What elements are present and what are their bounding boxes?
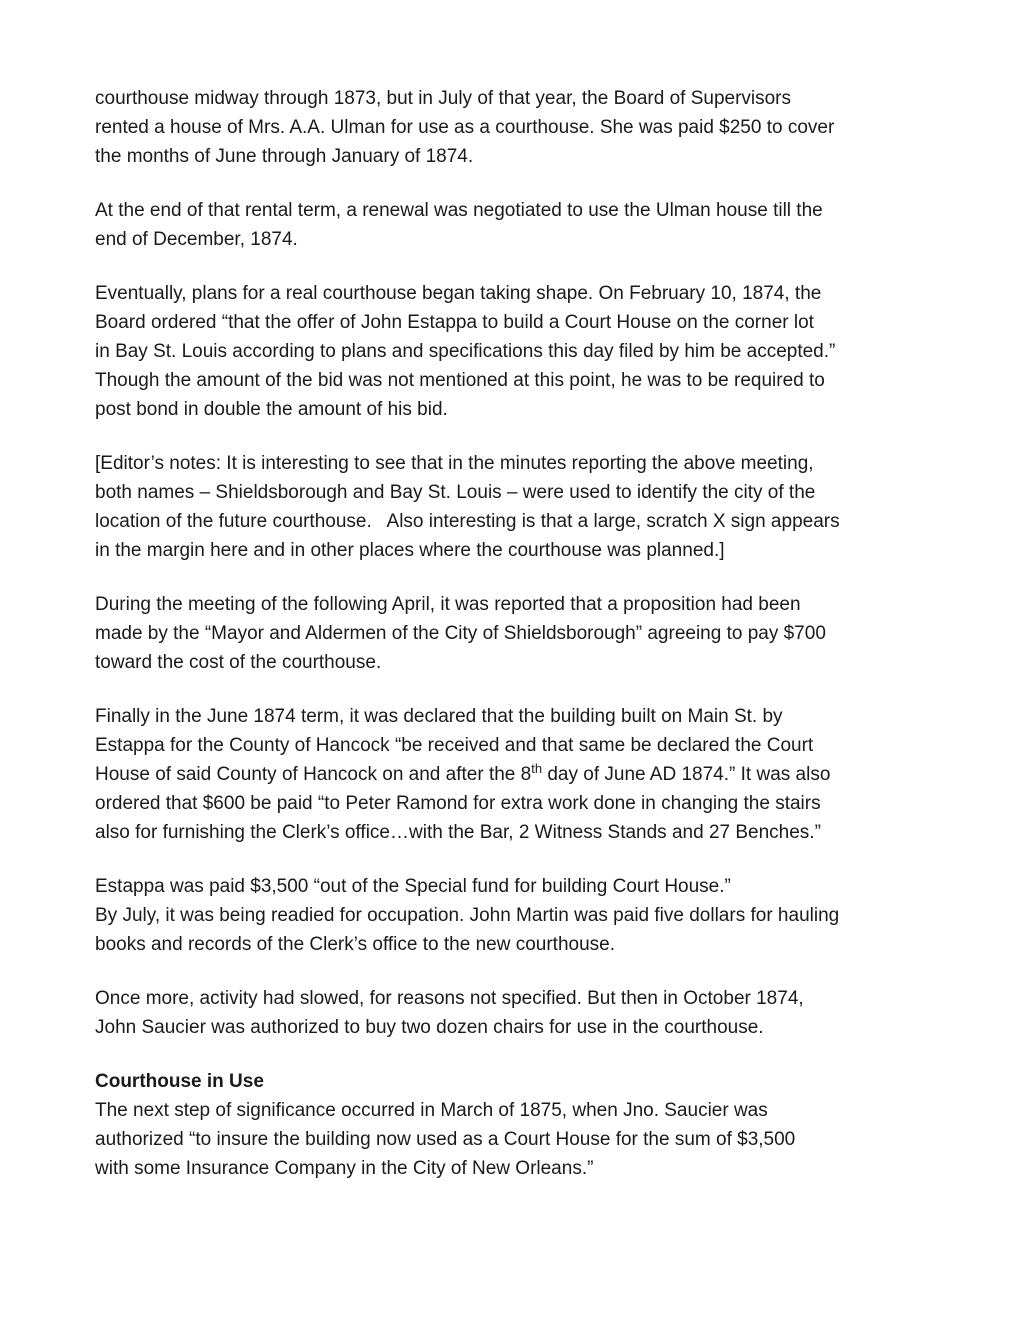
text-line: with some Insurance Company in the City of New Orleans.” xyxy=(95,1158,594,1179)
text-segment: House of said County of Hancock on and after the 8 xyxy=(95,764,532,785)
paragraph-editors-notes xyxy=(95,449,940,565)
text-line: courthouse midway through 1873, but in July of that year, the Board of Supervisors xyxy=(95,88,792,109)
text-line: in Bay St. Louis according to plans and specifications this day filed by him be accepted.” xyxy=(95,341,836,362)
text-line: end of December, 1874. xyxy=(95,229,298,250)
text-line: Once more, activity had slowed, for reasons not specified. But then in October 1874, xyxy=(95,988,804,1009)
text-line: By July, it was being readied for occupation. John Martin was paid five dollars for hauling xyxy=(95,905,840,926)
text-line: both names – Shieldsborough and Bay St. Louis – were used to identify the city of the xyxy=(95,482,816,503)
text-line: also for furnishing the Clerk’s office…with the Bar, 2 Witness Stands and 27 Benches.” xyxy=(95,822,821,843)
section-heading: Courthouse in Use xyxy=(95,1071,264,1092)
text-line: rented a house of Mrs. A.A. Ulman for use as a courthouse. She was paid $250 to cover xyxy=(95,117,835,138)
text-line: Eventually, plans for a real courthouse began taking shape. On February 10, 1874, the xyxy=(95,283,822,304)
text-line: ordered that $600 be paid “to Peter Ramond for extra work done in changing the stairs xyxy=(95,793,821,814)
text-line-with-superscript xyxy=(95,757,940,792)
text-line: During the meeting of the following April, it was reported that a proposition had been xyxy=(95,594,801,615)
text-line: Though the amount of the bid was not mentioned at this point, he was to be required to xyxy=(95,370,825,391)
text-line: in the margin here and in other places where the courthouse was planned.] xyxy=(95,540,725,561)
text-line: post bond in double the amount of his bid. xyxy=(95,399,448,420)
text-line: authorized “to insure the building now used as a Court House for the sum of $3,500 xyxy=(95,1129,796,1150)
paragraph-insurance xyxy=(95,1096,940,1183)
text-line: Estappa for the County of Hancock “be received and that same be declared the Court xyxy=(95,735,814,756)
paragraph-june-term xyxy=(95,702,940,847)
text-line: At the end of that rental term, a renewal was negotiated to use the Ulman house till the xyxy=(95,200,823,221)
paragraph-rental-renewal xyxy=(95,196,940,254)
text-line: Estappa was paid $3,500 “out of the Special fund for building Court House.” xyxy=(95,876,731,897)
paragraph-ulman-rental xyxy=(95,84,940,171)
text-segment: day of June AD 1874.” It was also xyxy=(542,764,831,785)
text-line: Board ordered “that the offer of John Estappa to build a Court House on the corner lot xyxy=(95,312,814,333)
text-line: The next step of significance occurred in March of 1875, when Jno. Saucier was xyxy=(95,1100,768,1121)
text-line: books and records of the Clerk’s office to the new courthouse. xyxy=(95,934,615,955)
text-line: toward the cost of the courthouse. xyxy=(95,652,382,673)
text-line: the months of June through January of 1874. xyxy=(95,146,474,167)
paragraph-chairs xyxy=(95,984,940,1042)
text-line: location of the future courthouse. Also interesting is that a large, scratch X sign appears xyxy=(95,511,840,532)
text-line: John Saucier was authorized to buy two dozen chairs for use in the courthouse. xyxy=(95,1017,764,1038)
text-line: Finally in the June 1874 term, it was declared that the building built on Main St. by xyxy=(95,706,783,727)
text-line: made by the “Mayor and Aldermen of the City of Shieldsborough” agreeing to pay $700 xyxy=(95,623,826,644)
paragraph-april-meeting xyxy=(95,590,940,677)
paragraph-estappa-paid xyxy=(95,872,940,959)
ordinal-superscript: th xyxy=(531,761,543,776)
text-line: [Editor’s notes: It is interesting to see that in the minutes reporting the above meeting, xyxy=(95,453,814,474)
paragraph-courthouse-plans xyxy=(95,279,940,424)
document-page xyxy=(95,84,940,1183)
